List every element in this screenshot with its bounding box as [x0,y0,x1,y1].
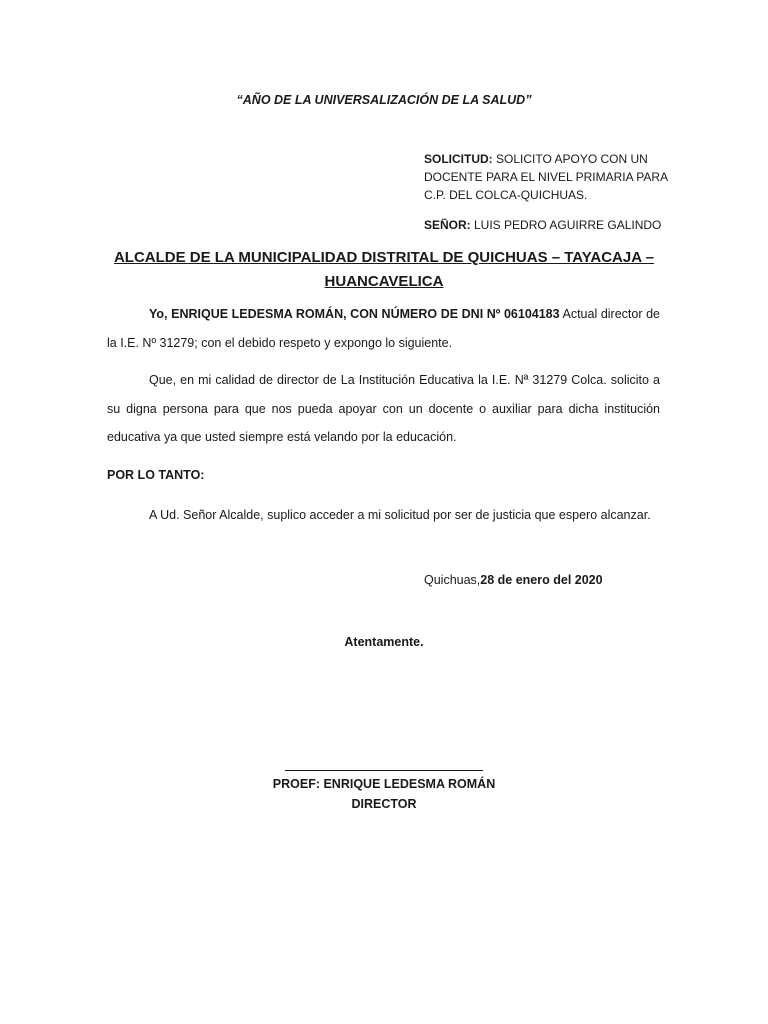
signature-line [285,770,483,771]
plea-paragraph: A Ud. Señor Alcalde, suplico acceder a mi solicitud por ser de justicia que espero alcanzar. [149,508,651,522]
subject-label: SOLICITUD: [424,152,493,166]
year-motto: “AÑO DE LA UNIVERSALIZACIÓN DE LA SALUD” [236,93,532,107]
request-paragraph: Que, en mi calidad de director de La Institución Educativa la I.E. Nª 31279 Colca. solicito a su digna persona para que nos pueda apoyar con un docente o auxiliar para dicha institución educativa ya que usted siempre está velando por la educación. [107,373,660,444]
intro-rest: Actual director de la I.E. Nº 31279; con el debido respeto y expongo lo siguiente. [107,307,660,350]
therefore-heading: POR LO TANTO: [107,468,205,482]
recipient-label: SEÑOR: [424,218,471,232]
signer-name: PROEF: ENRIQUE LEDESMA ROMÁN [272,777,496,791]
place-date [424,573,603,587]
date: 28 de enero del 2020 [480,573,603,587]
subject-text: SOLICITO APOYO CON UN DOCENTE PARA EL NIVEL PRIMARIA PARA C.P. DEL COLCA-QUICHUAS. [424,152,668,202]
intro-paragraph [107,300,660,357]
signer-title: DIRECTOR [351,797,417,811]
recipient-line [424,216,724,234]
place: Quichuas, [424,573,481,587]
closing: Atentamente. [344,635,424,649]
subject-block [424,150,674,204]
recipient-name: LUIS PEDRO AGUIRRE GALINDO [470,218,662,232]
intro-identity: Yo, ENRIQUE LEDESMA ROMÁN, CON NÚMERO DE DNI Nº 06104183 [149,307,560,321]
addressee-title: ALCALDE DE LA MUNICIPALIDAD DISTRITAL DE QUICHUAS – TAYACAJA – HUANCAVELICA [113,249,655,290]
